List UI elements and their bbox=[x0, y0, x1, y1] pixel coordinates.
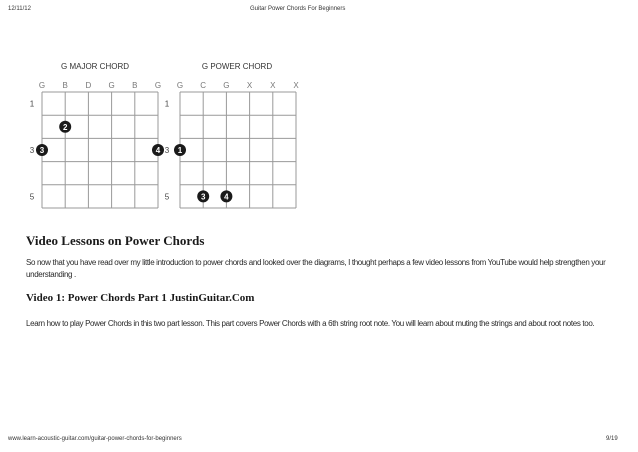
string-label: C bbox=[200, 81, 207, 90]
string-label: G bbox=[154, 81, 162, 90]
video1-paragraph: Learn how to play Power Chords in this two part lesson. This part covers Power Chords with a 6th string root note. You will learn about muting the strings and about root notes too. bbox=[26, 319, 595, 328]
string-label: B bbox=[132, 81, 138, 90]
video1-heading: Video 1: Power Chords Part 1 JustinGuitar.Com bbox=[26, 292, 255, 304]
header-date: 12/11/12 bbox=[8, 6, 31, 12]
finger-number: 3 bbox=[200, 192, 206, 202]
finger-number: 1 bbox=[177, 146, 183, 155]
string-label: G bbox=[176, 81, 184, 90]
diagram-title: G POWER CHORD bbox=[201, 62, 273, 71]
string-label: G bbox=[108, 81, 115, 90]
finger-number: 2 bbox=[62, 122, 68, 132]
footer-url[interactable]: www.learn-acoustic-guitar.com/guitar-power-chords-for-beginners bbox=[8, 436, 182, 442]
finger-number: 4 bbox=[224, 192, 229, 202]
finger-number: 4 bbox=[155, 146, 161, 155]
section-heading: Video Lessons on Power Chords bbox=[26, 233, 205, 248]
string-label: G bbox=[223, 81, 230, 90]
fret-label: 3 bbox=[164, 146, 170, 155]
fret-label: 1 bbox=[164, 99, 170, 109]
diagram-title: G MAJOR CHORD bbox=[61, 62, 129, 71]
string-label: D bbox=[85, 81, 92, 90]
footer-page-number: 9/19 bbox=[606, 436, 618, 442]
string-label: X bbox=[270, 81, 276, 90]
string-label: X bbox=[246, 81, 253, 90]
string-label: B bbox=[62, 81, 68, 90]
string-label: X bbox=[293, 81, 299, 90]
fret-label: 1 bbox=[29, 99, 35, 109]
finger-number: 3 bbox=[39, 146, 45, 155]
intro-paragraph: So now that you have read over my little introduction to power chords and looked over the diagrams, I thought perhaps a few video lessons from YouTube would help strengthen your understanding . bbox=[26, 258, 606, 279]
fret-label: 5 bbox=[29, 192, 35, 202]
fret-label: 5 bbox=[164, 192, 170, 202]
string-label: G bbox=[38, 81, 46, 90]
header-title: Guitar Power Chords For Beginners bbox=[250, 6, 346, 12]
fret-label: 3 bbox=[29, 146, 35, 155]
